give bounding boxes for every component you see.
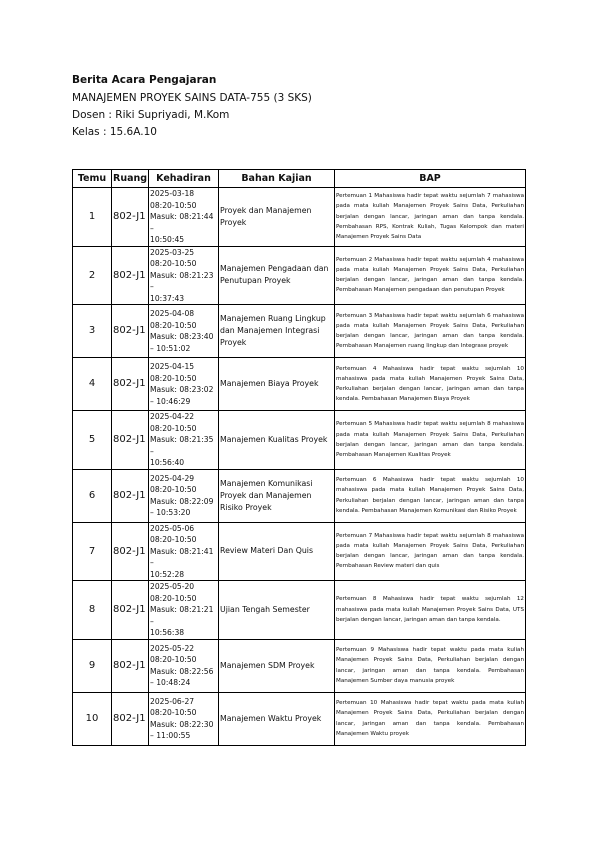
room-code: 802-J1: [112, 639, 149, 692]
study-topic: Ujian Tengah Semester: [219, 581, 335, 640]
meeting-report: Pertemuan 10 Mahasiswa hadir tepat waktu pada mata kuliah Manajemen Proyek Sains Data, Perkuliahan berjalan dengan lancar, jaringan aman dan tanpa kendala. Pembahasan Manajemen Waktu proyek: [335, 692, 526, 745]
meeting-report: Pertemuan 9 Mahasiswa hadir tepat waktu pada mata kuliah Manajemen Proyek Sains Data, Perkuliahan berjalan dengan lancar, jaringan aman dan tanpa kendala. Pembahasan Manajemen Sumber daya manusia proyek: [335, 639, 526, 692]
column-header-bap: BAP: [335, 170, 526, 188]
attendance-time: 2025-04-29 08:20-10:50 Masuk: 08:22:09 – 10:53:20: [149, 469, 219, 522]
meeting-number: 4: [73, 358, 112, 411]
column-header-kehadiran: Kehadiran: [149, 170, 219, 188]
table-row: [73, 692, 526, 745]
meeting-number: 1: [73, 188, 112, 247]
meeting-number: 9: [73, 639, 112, 692]
meeting-number: 10: [73, 692, 112, 745]
meeting-report: Pertemuan 4 Mahasiswa hadir tepat waktu sejumlah 10 mahasiswa pada mata kuliah Manajemen Proyek Sains Data, Perkuliahan berjalan dengan lancar, jaringan aman dan tanpa kendala. Pembahasan Manajemen Biaya Proyek: [335, 358, 526, 411]
attendance-time: 2025-04-15 08:20-10:50 Masuk: 08:23:02 – 10:46:29: [149, 358, 219, 411]
study-topic: Manajemen SDM Proyek: [219, 639, 335, 692]
study-topic: Proyek dan Manajemen Proyek: [219, 188, 335, 247]
column-header-ruang: Ruang: [112, 170, 149, 188]
meeting-number: 6: [73, 469, 112, 522]
study-topic: Manajemen Waktu Proyek: [219, 692, 335, 745]
attendance-time: 2025-05-20 08:20-10:50 Masuk: 08:21:21 – 10:56:38: [149, 581, 219, 640]
study-topic: Manajemen Ruang Lingkup dan Manajemen Integrasi Proyek: [219, 305, 335, 358]
table-row: [73, 358, 526, 411]
study-topic: Manajemen Komunikasi Proyek dan Manajemen Risiko Proyek: [219, 469, 335, 522]
meeting-report: Pertemuan 8 Mahasiswa hadir tepat waktu sejumlah 12 mahasiswa pada mata kuliah Manajemen Proyek Sains Data, UTS berjalan dengan lancar, jaringan aman dan tanpa kendala.: [335, 581, 526, 640]
meeting-report: Pertemuan 6 Mahasiswa hadir tepat waktu sejumlah 10 mahasiswa pada mata kuliah Manajemen Proyek Sains Data, Perkuliahan berjalan dengan lancar, jaringan aman dan tanpa kendala. Pembahasan Manajemen Komunikasi dan Risiko Proyek: [335, 469, 526, 522]
table-header-row: [73, 170, 526, 188]
table-row: [73, 188, 526, 247]
attendance-table: [72, 169, 526, 746]
table-row: [73, 411, 526, 470]
table-row: [73, 639, 526, 692]
table-row: [73, 469, 526, 522]
class-code: Kelas : 15.6A.10: [72, 126, 157, 138]
table-row: [73, 581, 526, 640]
room-code: 802-J1: [112, 411, 149, 470]
room-code: 802-J1: [112, 692, 149, 745]
room-code: 802-J1: [112, 358, 149, 411]
study-topic: Review Materi Dan Quis: [219, 522, 335, 581]
column-header-temu: Temu: [73, 170, 112, 188]
attendance-time: 2025-05-06 08:20-10:50 Masuk: 08:21:41 – 10:52:28: [149, 522, 219, 581]
meeting-number: 3: [73, 305, 112, 358]
table-row: [73, 522, 526, 581]
meeting-number: 5: [73, 411, 112, 470]
lecturer-name: Dosen : Riki Supriyadi, M.Kom: [72, 109, 230, 121]
document-title: Berita Acara Pengajaran: [72, 74, 217, 86]
study-topic: Manajemen Biaya Proyek: [219, 358, 335, 411]
attendance-time: 2025-03-18 08:20-10:50 Masuk: 08:21:44 – 10:50:45: [149, 188, 219, 247]
document-header: [72, 73, 532, 142]
room-code: 802-J1: [112, 188, 149, 247]
meeting-report: Pertemuan 2 Mahasiswa hadir tepat waktu sejumlah 4 mahasiswa pada mata kuliah Manajemen Proyek Sains Data, Perkuliahan berjalan dengan lancar, jaringan aman dan tanpa kendala. Pembahasan Manajemen pengadaan dan penutupan Proyek: [335, 246, 526, 305]
meeting-number: 8: [73, 581, 112, 640]
study-topic: Manajemen Kualitas Proyek: [219, 411, 335, 470]
column-header-bahan-kajian: Bahan Kajian: [219, 170, 335, 188]
attendance-time: 2025-03-25 08:20-10:50 Masuk: 08:21:23 – 10:37:43: [149, 246, 219, 305]
meeting-report: Pertemuan 5 Mahasiswa hadir tepat waktu sejumlah 8 mahasiswa pada mata kuliah Manajemen Proyek Sains Data, Perkuliahan berjalan dengan lancar, jaringan aman dan tanpa kendala. Pembahasan Manajemen Kualitas Proyek: [335, 411, 526, 470]
meeting-number: 7: [73, 522, 112, 581]
meeting-report: Pertemuan 1 Mahasiswa hadir tepat waktu sejumlah 7 mahasiswa pada mata kuliah Manajemen Proyek Sains Data, Perkuliahan berjalan dengan lancar, jaringan aman dan tanpa kendala. Pembahasan RPS, Kontrak Kuliah, Tugas Kelompok dan materi Manajemen Proyek Sains Data: [335, 188, 526, 247]
room-code: 802-J1: [112, 469, 149, 522]
room-code: 802-J1: [112, 246, 149, 305]
table-row: [73, 305, 526, 358]
attendance-time: 2025-04-22 08:20-10:50 Masuk: 08:21:35 – 10:56:40: [149, 411, 219, 470]
course-name: MANAJEMEN PROYEK SAINS DATA-755 (3 SKS): [72, 92, 312, 104]
meeting-report: Pertemuan 7 Mahasiswa hadir tepat waktu sejumlah 8 mahasiswa pada mata kuliah Manajemen Proyek Sains Data, Perkuliahan berjalan dengan lancar, jaringan aman dan tanpa kendala. Pembahasan Review materi dan quis: [335, 522, 526, 581]
attendance-time: 2025-06-27 08:20-10:50 Masuk: 08:22:30 – 11:00:55: [149, 692, 219, 745]
study-topic: Manajemen Pengadaan dan Penutupan Proyek: [219, 246, 335, 305]
table-row: [73, 246, 526, 305]
room-code: 802-J1: [112, 581, 149, 640]
meeting-report: Pertemuan 3 Mahasiswa hadir tepat waktu sejumlah 6 mahasiswa pada mata kuliah Manajemen Proyek Sains Data, Perkuliahan berjalan dengan lancar, jaringan aman dan tanpa kendala. Pembahasan Manajemen ruang lingkup dan Integrase proyek: [335, 305, 526, 358]
room-code: 802-J1: [112, 522, 149, 581]
attendance-time: 2025-05-22 08:20-10:50 Masuk: 08:22:56 – 10:48:24: [149, 639, 219, 692]
meeting-number: 2: [73, 246, 112, 305]
attendance-time: 2025-04-08 08:20-10:50 Masuk: 08:23:40 – 10:51:02: [149, 305, 219, 358]
room-code: 802-J1: [112, 305, 149, 358]
